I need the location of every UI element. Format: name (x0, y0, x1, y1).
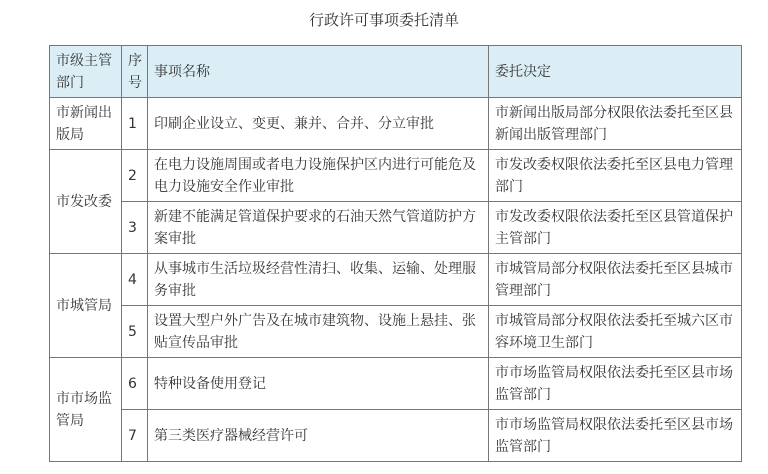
department-cell: 市发改委 (50, 150, 122, 254)
table-row (50, 410, 742, 462)
table-header-row (50, 46, 742, 98)
decision-cell: 市市场监管局权限依法委托至区县市场监管部门 (489, 410, 742, 462)
decision-cell: 市发改委权限依法委托至区县管道保护主管部门 (489, 202, 742, 254)
item-cell: 在电力设施周围或者电力设施保护区内进行可能危及电力设施安全作业审批 (148, 150, 489, 202)
header-decision: 委托决定 (489, 46, 742, 98)
seq-cell: 6 (122, 358, 148, 410)
table-row (50, 306, 742, 358)
decision-cell: 市新闻出版局部分权限依法委托至区县新闻出版管理部门 (489, 98, 742, 150)
seq-cell: 3 (122, 202, 148, 254)
seq-cell: 7 (122, 410, 148, 462)
item-cell: 新建不能满足管道保护要求的石油天然气管道防护方案审批 (148, 202, 489, 254)
decision-cell: 市城管局部分权限依法委托至城六区市容环境卫生部门 (489, 306, 742, 358)
item-cell: 印刷企业设立、变更、兼并、合并、分立审批 (148, 98, 489, 150)
table-row (50, 358, 742, 410)
header-seq: 序号 (122, 46, 148, 98)
header-item-name: 事项名称 (148, 46, 489, 98)
header-department: 市级主管部门 (50, 46, 122, 98)
department-cell: 市新闻出版局 (50, 98, 122, 150)
delegation-table (49, 45, 742, 462)
seq-cell: 4 (122, 254, 148, 306)
item-cell: 特种设备使用登记 (148, 358, 489, 410)
department-cell: 市市场监管局 (50, 358, 122, 462)
department-cell: 市城管局 (50, 254, 122, 358)
table-row (50, 254, 742, 306)
seq-cell: 5 (122, 306, 148, 358)
item-cell: 从事城市生活垃圾经营性清扫、收集、运输、处理服务审批 (148, 254, 489, 306)
decision-cell: 市市场监管局权限依法委托至区县市场监管部门 (489, 358, 742, 410)
table-row (50, 150, 742, 202)
seq-cell: 1 (122, 98, 148, 150)
item-cell: 设置大型户外广告及在城市建筑物、设施上悬挂、张贴宣传品审批 (148, 306, 489, 358)
table-row (50, 98, 742, 150)
table-row (50, 202, 742, 254)
item-cell: 第三类医疗器械经营许可 (148, 410, 489, 462)
document-title: 行政许可事项委托清单 (308, 11, 459, 29)
seq-cell: 2 (122, 150, 148, 202)
decision-cell: 市发改委权限依法委托至区县电力管理部门 (489, 150, 742, 202)
decision-cell: 市城管局部分权限依法委托至区县城市管理部门 (489, 254, 742, 306)
